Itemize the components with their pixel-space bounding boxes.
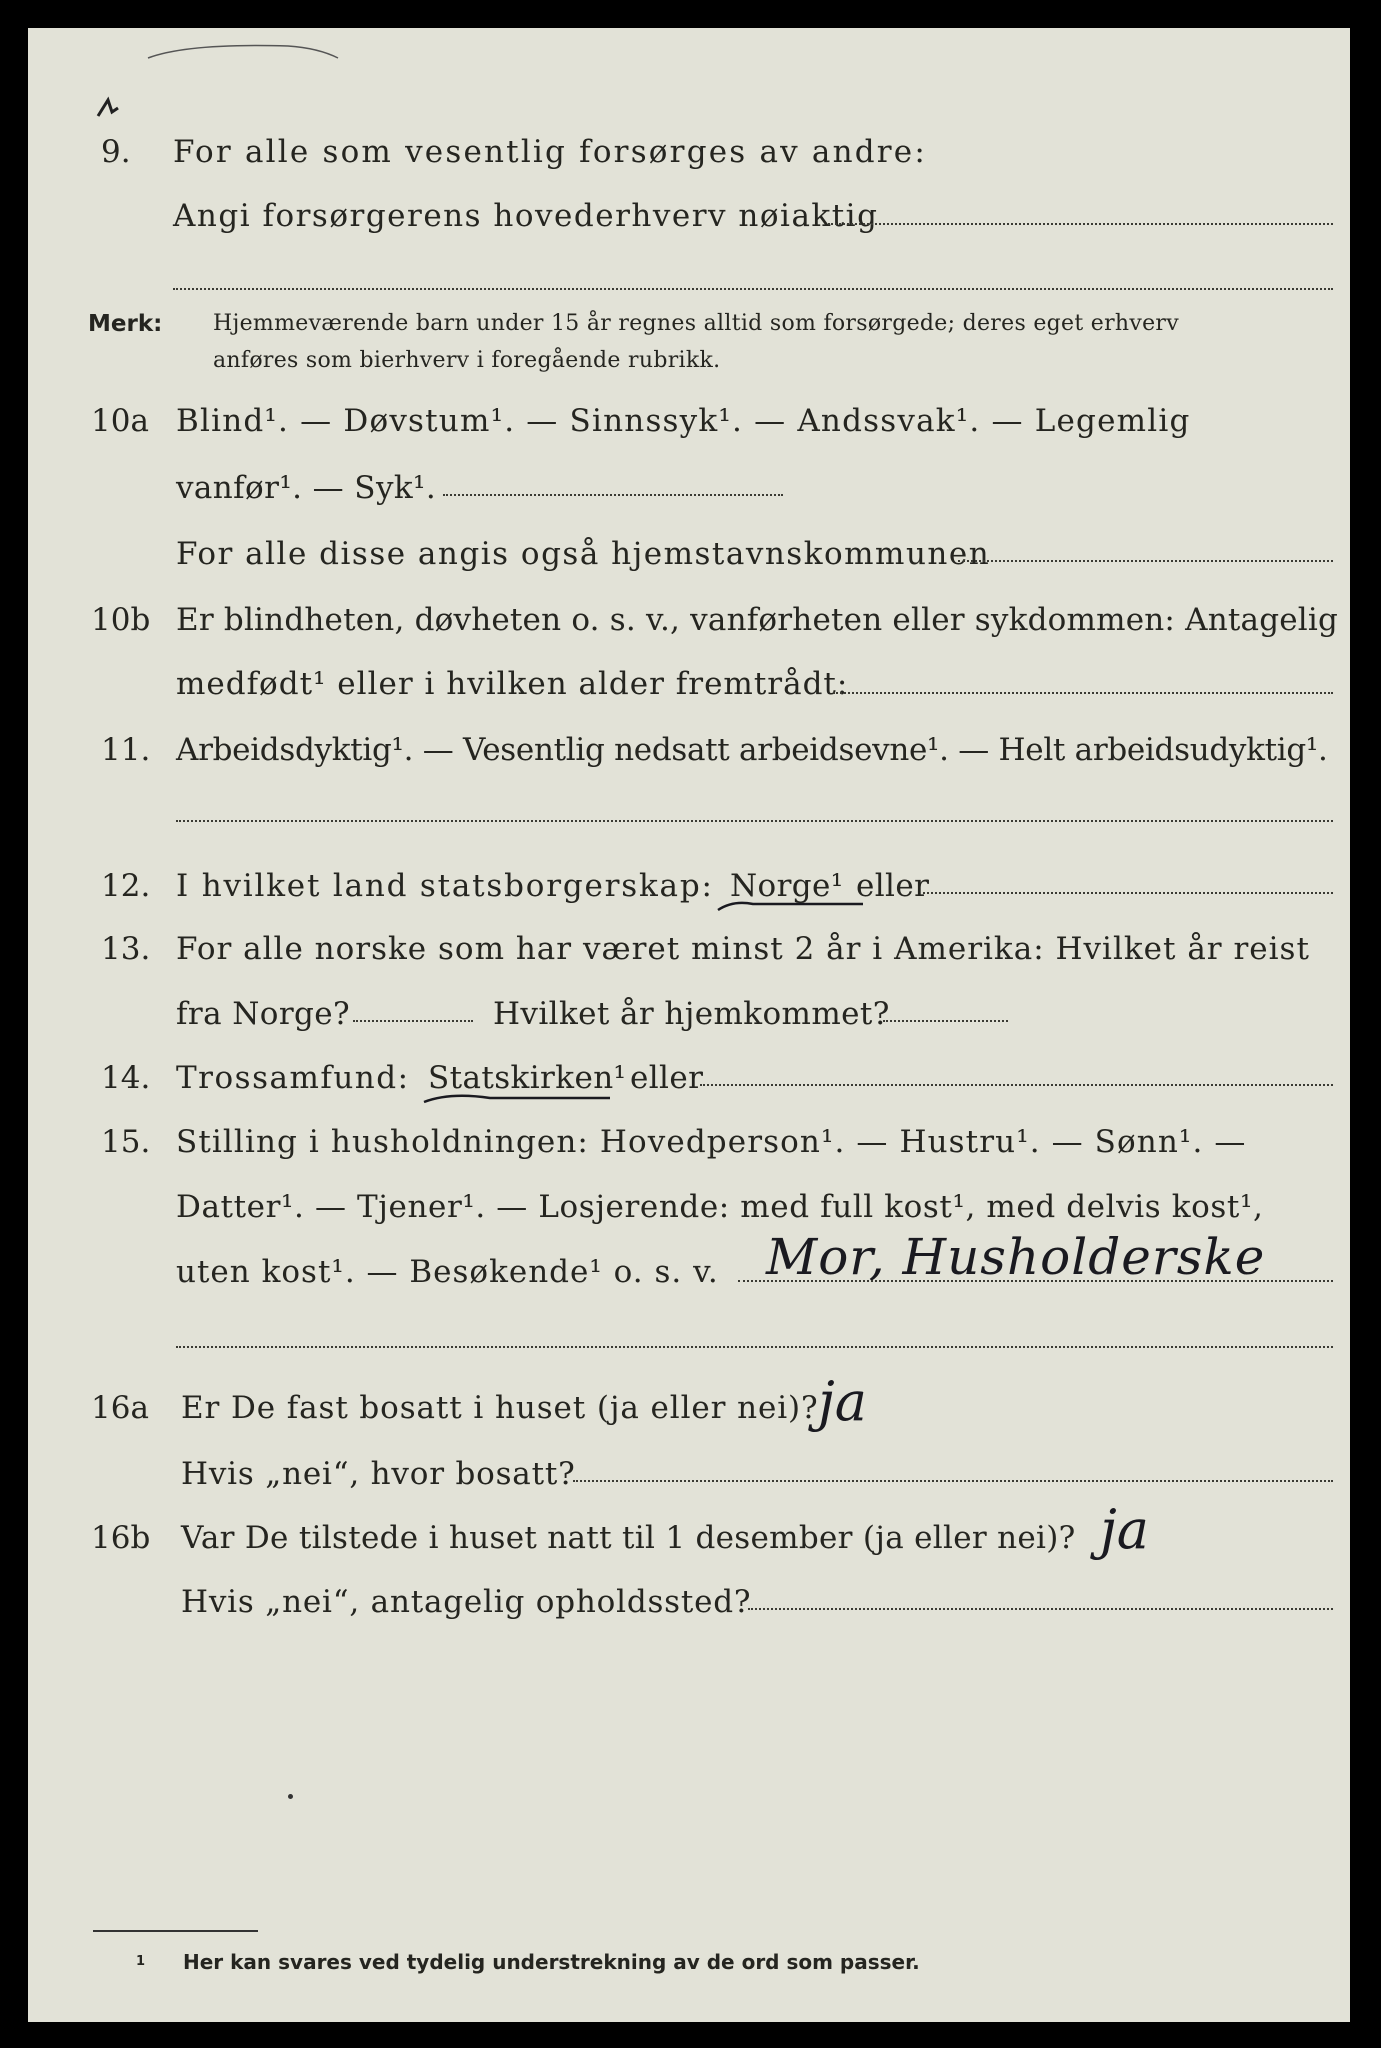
q16a-line2: Hvis „nei“, hvor bosatt?: [181, 1456, 576, 1492]
q12-answer-line[interactable]: [923, 892, 1333, 894]
q13-hjemkommet-line[interactable]: [883, 1020, 1008, 1022]
q10a-line2: vanfør¹. — Syk¹.: [176, 470, 437, 506]
q14-statskirken-option[interactable]: Statskirken¹: [428, 1060, 627, 1096]
q9-answer-line[interactable]: [828, 223, 1333, 225]
merk-line2: anføres som bierhverv i foregående rubrikk.: [213, 348, 721, 373]
q11-line1: Arbeidsdyktig¹. — Vesentlig nedsatt arbeidsevne¹. — Helt arbeidsudyktig¹.: [176, 732, 1328, 768]
q10b-line2: medfødt¹ eller i hvilken alder fremtrådt:: [176, 666, 849, 702]
q9-line1: For alle som vesentlig forsørges av andre:: [173, 134, 927, 170]
q9-answer-line-2[interactable]: [173, 288, 1333, 290]
q13-line2b: Hvilket år hjemkommet?: [493, 996, 890, 1032]
footnote-rule: [93, 1930, 258, 1932]
q12-underline-mark: [713, 896, 873, 916]
q10b-number: 10b: [91, 602, 151, 638]
q16a-line1: Er De fast bosatt i huset (ja eller nei)?: [181, 1390, 819, 1426]
q10b-line1: Er blindheten, døvheten o. s. v., vanførheten eller sykdommen: Antagelig: [176, 602, 1339, 638]
q16b-number: 16b: [91, 1520, 151, 1556]
q13-reist-line[interactable]: [353, 1020, 473, 1022]
footnote-mark: 1: [136, 1954, 146, 1969]
q9-number: 9.: [101, 134, 131, 170]
q14-eller: eller: [630, 1060, 704, 1096]
q13-line2a: fra Norge?: [176, 996, 351, 1032]
ink-dot: [288, 1794, 293, 1799]
q11-number: 11.: [101, 732, 151, 768]
q15-number: 15.: [101, 1124, 151, 1160]
q13-number: 13.: [101, 931, 151, 967]
q16a-number: 16a: [91, 1390, 149, 1426]
q15-line2: Datter¹. — Tjener¹. — Losjerende: med full kost¹, med delvis kost¹,: [176, 1189, 1264, 1225]
q10a-kommune-line[interactable]: [958, 560, 1333, 562]
merk-label: Merk:: [88, 311, 163, 337]
q12-eller: eller: [856, 868, 930, 904]
corner-scribble: [88, 38, 348, 128]
q14-text: Trossamfund:: [176, 1060, 410, 1096]
q13-line1: For alle norske som har været minst 2 år i Amerika: Hvilket år reist: [176, 931, 1310, 967]
footnote-text: Her kan svares ved tydelig understrekning av de ord som passer.: [183, 1950, 920, 1974]
q12-norge-option[interactable]: Norge¹: [730, 868, 844, 904]
q10a-line1: Blind¹. — Døvstum¹. — Sinnssyk¹. — Andssvak¹. — Legemlig: [176, 403, 1191, 439]
q14-answer-line[interactable]: [700, 1084, 1333, 1086]
q16b-opholdssted-line[interactable]: [748, 1608, 1333, 1610]
q16b-line1: Var De tilstede i huset natt til 1 desember (ja eller nei)?: [181, 1520, 1076, 1556]
q9-line2: Angi forsørgerens hovederhverv nøiaktig: [173, 198, 879, 234]
q12-text: I hvilket land statsborgerskap:: [176, 868, 714, 904]
q10a-line3: For alle disse angis også hjemstavnskommunen: [176, 536, 991, 572]
q15-handwritten-answer[interactable]: Mor, Husholderske: [766, 1228, 1266, 1286]
q15-line1: Stilling i husholdningen: Hovedperson¹. — Hustru¹. — Sønn¹. —: [176, 1124, 1247, 1160]
q10a-syk-line[interactable]: [443, 494, 783, 496]
q16a-handwritten-answer[interactable]: ja: [818, 1370, 867, 1433]
q10b-alder-line[interactable]: [833, 692, 1333, 694]
q15-line3: uten kost¹. — Besøkende¹ o. s. v.: [176, 1254, 719, 1290]
q10a-number: 10a: [91, 403, 149, 439]
q16a-bosatt-line[interactable]: [573, 1480, 1333, 1482]
q16b-handwritten-answer[interactable]: ja: [1100, 1498, 1149, 1561]
q15-answer-line-2[interactable]: [176, 1346, 1333, 1348]
census-form-page: [28, 28, 1350, 2022]
q14-underline-mark: [420, 1090, 620, 1110]
merk-line1: Hjemmeværende barn under 15 år regnes alltid som forsørgede; deres eget erhverv: [213, 311, 1179, 336]
q12-number: 12.: [101, 868, 151, 904]
q11-answer-line[interactable]: [176, 820, 1333, 822]
q16b-line2: Hvis „nei“, antagelig opholdssted?: [181, 1584, 752, 1620]
q14-number: 14.: [101, 1060, 151, 1096]
q15-answer-line[interactable]: [738, 1280, 1333, 1282]
